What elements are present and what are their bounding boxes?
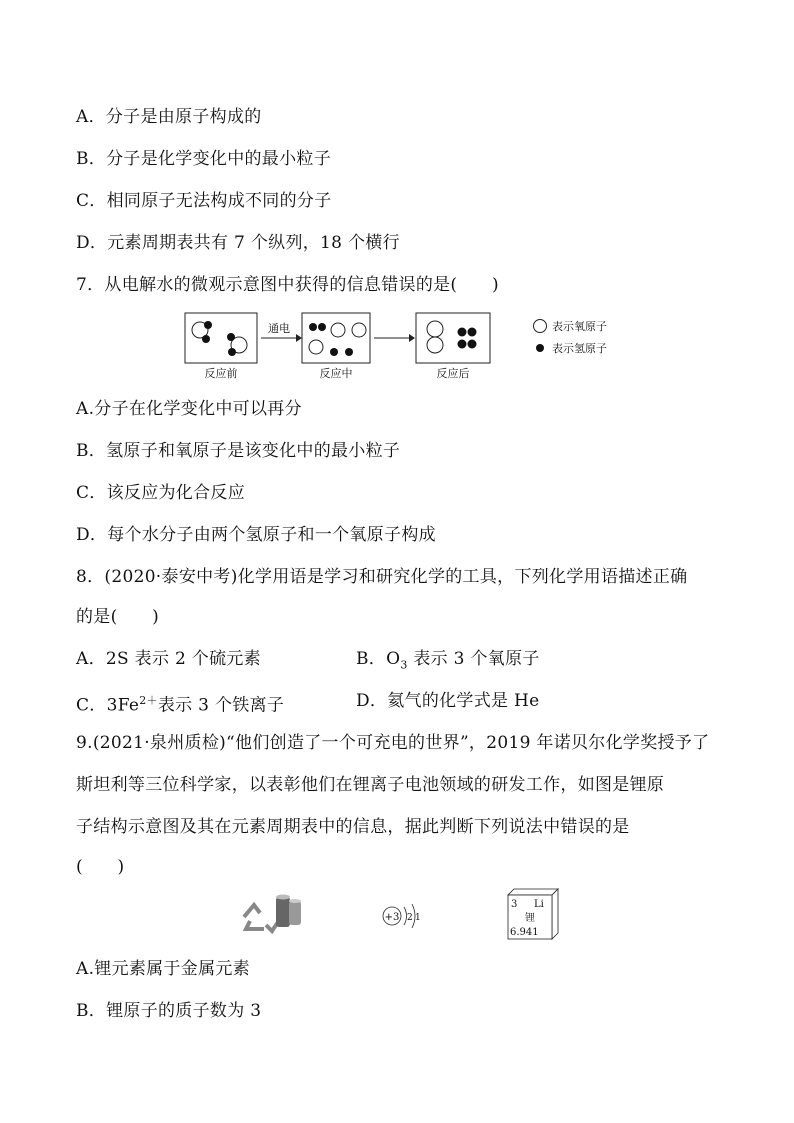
arrow-head: [296, 334, 302, 342]
lithium-figure: [236, 885, 566, 945]
legend-hydrogen-symbol: [536, 344, 544, 352]
hydrogen-atom: [228, 348, 236, 356]
hydrogen-atom: [330, 348, 338, 356]
oxygen-atom: [352, 323, 366, 337]
atomic-structure-diagram: [383, 904, 421, 928]
legend-hydrogen-label: 表示氢原子: [552, 342, 607, 355]
q8-stem-line2: 的是( ): [76, 607, 160, 627]
q9-stem-line1: 9.(2021·泉州质检)“他们创造了一个可充电的世界”，2019 年诺贝尔化学奖授予了: [76, 733, 710, 753]
reactant-box: [185, 313, 257, 363]
element-name: 锂: [525, 913, 535, 924]
hydrogen-atom: [468, 340, 477, 349]
hydrogen-atom: [202, 335, 210, 343]
hydrogen-atom: [458, 340, 467, 349]
legend-oxygen-symbol: [534, 320, 547, 333]
box3-caption: 反应后: [436, 367, 470, 380]
q9-stem-line2: 斯坦利等三位科学家，以表彰他们在锂离子电池领域的研发工作，如图是锂原: [76, 775, 665, 795]
q8-row1: [76, 648, 261, 670]
electrolysis-diagram: [184, 312, 624, 384]
q9-stem-line4: ( ): [76, 857, 125, 877]
arrow-head: [409, 334, 415, 342]
oxygen-atom: [331, 323, 345, 337]
hydrogen-atom: [468, 328, 477, 337]
q6-option-a: A．分子是由原子构成的: [76, 107, 262, 127]
recycle-arrow-icon: [244, 905, 260, 917]
product-box: [416, 313, 490, 363]
q7-option-b: B．氢原子和氧原子是该变化中的最小粒子: [76, 441, 401, 461]
battery-recycle-icon: [244, 895, 301, 932]
hydrogen-atom: [309, 323, 317, 331]
nucleus-label: +3: [384, 912, 400, 923]
q8-option-c: C．$3Fe^{2+}$表示 3 个铁离子: [76, 694, 285, 716]
recycle-arrow-icon: [246, 921, 264, 929]
oxygen-atom: [427, 337, 443, 353]
battery-icon: [276, 897, 290, 927]
box1-caption: 反应前: [204, 367, 238, 380]
battery-icon: [289, 901, 301, 925]
q9-option-a: A.锂元素属于金属元素: [76, 959, 250, 979]
periodic-table-tile: [508, 889, 558, 939]
q9-option-b: B．锂原子的质子数为 3: [76, 1001, 262, 1021]
legend-oxygen-label: 表示氧原子: [552, 320, 607, 333]
hydrogen-atom: [458, 328, 467, 337]
atomic-mass: 6.941: [510, 927, 539, 938]
hydrogen-atom: [345, 348, 353, 356]
q7-option-c: C．该反应为化合反应: [76, 483, 246, 503]
q8-stem-line1: 8．(2020·泰安中考)化学用语是学习和研究化学的工具，下列化学用语描述正确: [76, 567, 688, 587]
q6-option-c: C．相同原子无法构成不同的分子: [76, 191, 332, 211]
q6-option-b: B．分子是化学变化中的最小粒子: [76, 149, 331, 169]
q8-option-d: D．氦气的化学式是 He: [356, 691, 540, 711]
q7-option-d: D．每个水分子由两个氢原子和一个氧原子构成: [76, 525, 436, 545]
oxygen-atom: [427, 321, 443, 337]
hydrogen-atom: [204, 321, 212, 329]
q8-option-b: B．$O_3$ 表示 3 个氧原子: [356, 649, 540, 672]
atomic-number: 3: [511, 899, 518, 910]
q7-option-a: A.分子在化学变化中可以再分: [76, 399, 302, 419]
hydrogen-atom: [318, 323, 326, 331]
element-symbol: Li: [534, 899, 544, 910]
q9-stem-line3: 子结构示意图及其在元素周期表中的信息，据此判断下列说法中错误的是: [76, 817, 630, 837]
shell1-electrons: 2: [407, 913, 413, 923]
box2-caption: 反应中: [319, 367, 353, 380]
q7-stem: 7．从电解水的微观示意图中获得的信息错误的是( ): [76, 275, 499, 295]
intermediate-box: [302, 313, 370, 363]
q8-option-a: A．2S 表示 2 个硫元素: [76, 649, 261, 669]
q6-option-d: D．元素周期表共有 7 个纵列，18 个横行: [76, 233, 400, 253]
oxygen-atom: [309, 340, 323, 354]
shell2-electrons: 1: [415, 913, 421, 923]
hydrogen-atom: [227, 333, 235, 341]
arrow-label: 通电: [268, 322, 290, 335]
